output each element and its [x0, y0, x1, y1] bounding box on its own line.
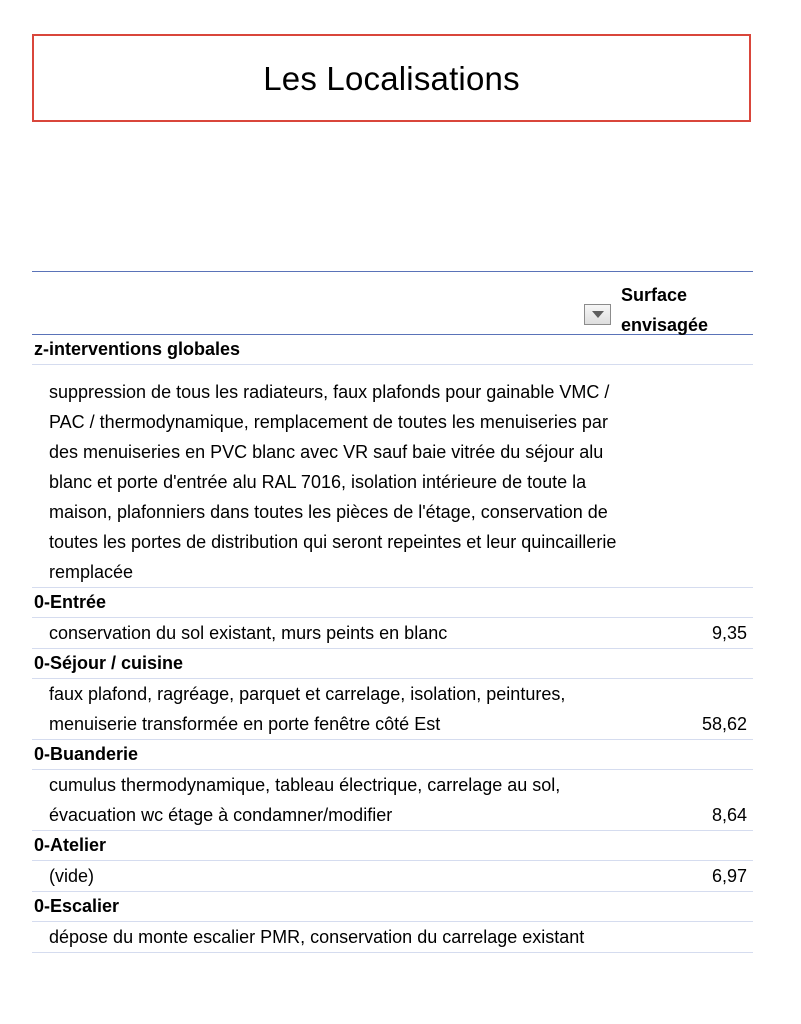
surface-value: 9,35 — [711, 623, 747, 643]
detail-row — [32, 861, 753, 892]
detail-text: faux plafond, ragréage, parquet et carrelage, isolation, peintures, menuiserie transformée en porte fenêtre côté Est — [49, 684, 566, 734]
detail-text: suppression de tous les radiateurs, faux plafonds pour gainable VMC / PAC / thermodynamique, remplacement de toutes les menuiseries par des menuiseries en PVC blanc avec VR sauf baie vitrée du séjour alu blanc et porte d'entrée alu RAL 7016, isolation intérieure de toute la maison, plafonniers dans toutes les pièces de l'étage, conservation de toutes les portes de distribution qui seront repeintes et leur quincaillerie remplacée — [49, 382, 617, 582]
pivot-table — [32, 271, 753, 953]
detail-row — [32, 770, 753, 831]
detail-text: dépose du monte escalier PMR, conservation du carrelage existant — [49, 927, 585, 947]
group-row: z-interventions globales — [32, 335, 753, 365]
group-row: 0-Séjour / cuisine — [32, 649, 753, 679]
detail-text: (vide) — [49, 866, 95, 886]
detail-row — [32, 618, 753, 649]
table-header-row — [32, 272, 753, 335]
detail-text: conservation du sol existant, murs peints en blanc — [49, 623, 448, 643]
column-filter-button[interactable] — [584, 304, 611, 325]
page-title-box — [32, 34, 751, 122]
detail-row — [32, 922, 753, 953]
page-title: Les Localisations — [263, 59, 520, 97]
group-row: 0-Entrée — [32, 588, 753, 618]
surface-value: 58,62 — [701, 714, 747, 734]
dropdown-filter-icon — [592, 311, 604, 318]
detail-text: cumulus thermodynamique, tableau électrique, carrelage au sol, évacuation wc étage à condamner/modifier — [49, 775, 561, 825]
group-row: 0-Escalier — [32, 892, 753, 922]
group-row: 0-Atelier — [32, 831, 753, 861]
detail-row — [32, 365, 753, 588]
detail-row — [32, 679, 753, 740]
column-header-surface: Surface envisagée — [621, 285, 709, 335]
surface-value: 8,64 — [711, 805, 747, 825]
surface-value: 6,97 — [711, 866, 747, 886]
group-row: 0-Buanderie — [32, 740, 753, 770]
